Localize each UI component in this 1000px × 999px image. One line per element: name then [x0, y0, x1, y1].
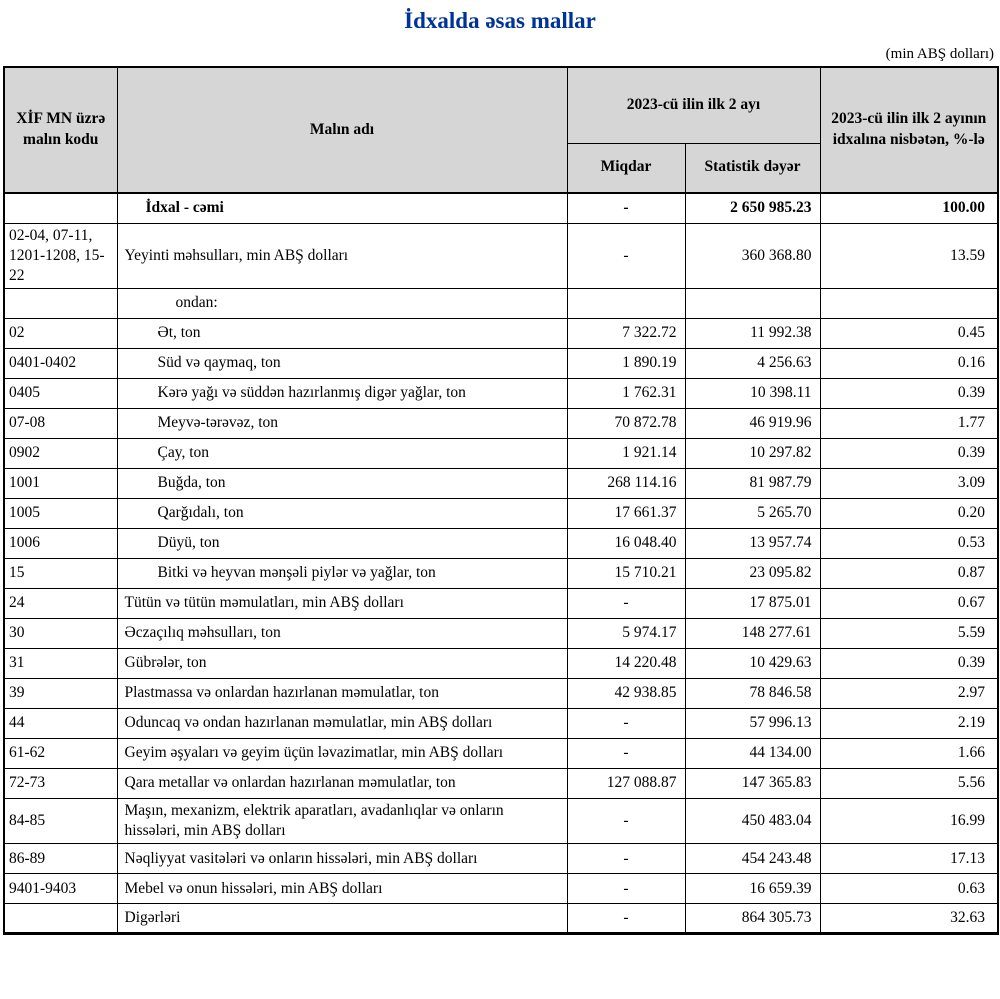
table-row — [4, 648, 998, 678]
cell-quantity: - — [567, 708, 685, 738]
cell-value: 147 365.83 — [685, 768, 820, 798]
cell-code — [4, 288, 117, 318]
cell-value: 46 919.96 — [685, 408, 820, 438]
cell-code: 44 — [4, 708, 117, 738]
cell-share: 0.87 — [820, 558, 998, 588]
cell-share: 0.16 — [820, 348, 998, 378]
cell-quantity: - — [567, 874, 685, 904]
cell-share: 5.59 — [820, 618, 998, 648]
cell-name: Qara metallar və onlardan hazırlanan məmulatlar, ton — [117, 768, 567, 798]
cell-code: 0902 — [4, 438, 117, 468]
unit-note: (min ABŞ dolları) — [885, 46, 994, 62]
table-row — [4, 408, 998, 438]
cell-name: Yeyinti məhsulları, min ABŞ dolları — [117, 223, 567, 288]
cell-code: 1005 — [4, 498, 117, 528]
cell-value: 16 659.39 — [685, 874, 820, 904]
cell-code: 1006 — [4, 528, 117, 558]
cell-code: 61-62 — [4, 738, 117, 768]
table-row — [4, 438, 998, 468]
cell-name: Bitki və heyvan mənşəli piylər və yağlar, ton — [117, 558, 567, 588]
cell-code: 84-85 — [4, 798, 117, 843]
header-period: 2023-cü ilin ilk 2 ayı — [567, 67, 820, 143]
cell-quantity: 17 661.37 — [567, 498, 685, 528]
cell-name: Əczaçılıq məhsulları, ton — [117, 618, 567, 648]
cell-value: 11 992.38 — [685, 318, 820, 348]
cell-share: 5.56 — [820, 768, 998, 798]
cell-share: 0.45 — [820, 318, 998, 348]
cell-code: 02-04, 07-11, 1201-1208, 15-22 — [4, 223, 117, 288]
cell-quantity: 14 220.48 — [567, 648, 685, 678]
cell-value: 10 398.11 — [685, 378, 820, 408]
table-row — [4, 528, 998, 558]
cell-value: 23 095.82 — [685, 558, 820, 588]
table-row — [4, 468, 998, 498]
table-row — [4, 844, 998, 874]
table-row — [4, 378, 998, 408]
cell-code: 24 — [4, 588, 117, 618]
cell-share: 13.59 — [820, 223, 998, 288]
cell-code: 31 — [4, 648, 117, 678]
header-share: 2023-cü ilin ilk 2 ayının idxalına nisbətən, %-lə — [820, 67, 998, 193]
cell-share: 100.00 — [820, 193, 998, 223]
cell-value: 4 256.63 — [685, 348, 820, 378]
cell-quantity: 5 974.17 — [567, 618, 685, 648]
cell-name: Geyim əşyaları və geyim üçün ləvazimatlar, min ABŞ dolları — [117, 738, 567, 768]
cell-quantity: 268 114.16 — [567, 468, 685, 498]
cell-share: 0.20 — [820, 498, 998, 528]
header-code: XİF MN üzrə malın kodu — [4, 67, 117, 193]
cell-code: 39 — [4, 678, 117, 708]
page-title: İdxalda əsas mallar — [404, 8, 596, 33]
imports-table — [3, 66, 999, 935]
cell-value: 10 429.63 — [685, 648, 820, 678]
table-row — [4, 798, 998, 843]
table-row — [4, 678, 998, 708]
cell-value: 17 875.01 — [685, 588, 820, 618]
cell-share: 3.09 — [820, 468, 998, 498]
cell-name: Digərləri — [117, 904, 567, 934]
cell-name: Buğda, ton — [117, 468, 567, 498]
cell-name: Qarğıdalı, ton — [117, 498, 567, 528]
cell-code: 9401-9403 — [4, 874, 117, 904]
cell-quantity: - — [567, 798, 685, 843]
cell-quantity: 16 048.40 — [567, 528, 685, 558]
cell-quantity: - — [567, 738, 685, 768]
cell-code: 0401-0402 — [4, 348, 117, 378]
table-row — [4, 708, 998, 738]
cell-quantity: - — [567, 844, 685, 874]
cell-name: Mebel və onun hissələri, min ABŞ dolları — [117, 874, 567, 904]
table-row — [4, 193, 998, 223]
cell-code — [4, 193, 117, 223]
cell-share: 0.53 — [820, 528, 998, 558]
table-row — [4, 588, 998, 618]
cell-quantity: 1 890.19 — [567, 348, 685, 378]
table-body — [4, 193, 998, 934]
cell-value: 360 368.80 — [685, 223, 820, 288]
cell-value — [685, 288, 820, 318]
cell-value: 44 134.00 — [685, 738, 820, 768]
cell-value: 81 987.79 — [685, 468, 820, 498]
cell-value: 454 243.48 — [685, 844, 820, 874]
cell-share: 0.63 — [820, 874, 998, 904]
cell-name: İdxal - cəmi — [117, 193, 567, 223]
cell-quantity — [567, 288, 685, 318]
cell-quantity: 127 088.87 — [567, 768, 685, 798]
cell-name: Tütün və tütün məmulatları, min ABŞ dolları — [117, 588, 567, 618]
cell-value: 148 277.61 — [685, 618, 820, 648]
cell-value: 57 996.13 — [685, 708, 820, 738]
cell-name: Süd və qaymaq, ton — [117, 348, 567, 378]
cell-quantity: 1 921.14 — [567, 438, 685, 468]
table-row — [4, 498, 998, 528]
cell-name: Düyü, ton — [117, 528, 567, 558]
cell-quantity: 15 710.21 — [567, 558, 685, 588]
cell-share: 2.19 — [820, 708, 998, 738]
cell-name: Maşın, mexanizm, elektrik aparatları, avadanlıqlar və onların hissələri, min ABŞ dolları — [117, 798, 567, 843]
cell-code: 86-89 — [4, 844, 117, 874]
table-row — [4, 618, 998, 648]
table-row — [4, 348, 998, 378]
table-row — [4, 904, 998, 934]
table-row — [4, 768, 998, 798]
cell-share: 0.39 — [820, 648, 998, 678]
cell-code: 72-73 — [4, 768, 117, 798]
cell-value: 864 305.73 — [685, 904, 820, 934]
cell-quantity: 7 322.72 — [567, 318, 685, 348]
cell-quantity: - — [567, 588, 685, 618]
table-row — [4, 223, 998, 288]
cell-quantity: 70 872.78 — [567, 408, 685, 438]
cell-value: 5 265.70 — [685, 498, 820, 528]
cell-quantity: - — [567, 193, 685, 223]
cell-share: 1.77 — [820, 408, 998, 438]
cell-share: 0.39 — [820, 378, 998, 408]
cell-name: Gübrələr, ton — [117, 648, 567, 678]
cell-name: Oduncaq və ondan hazırlanan məmulatlar, min ABŞ dolları — [117, 708, 567, 738]
cell-name: Nəqliyyat vasitələri və onların hissələri, min ABŞ dolları — [117, 844, 567, 874]
table-header — [4, 67, 998, 193]
cell-code: 0405 — [4, 378, 117, 408]
table-row — [4, 558, 998, 588]
cell-code: 30 — [4, 618, 117, 648]
cell-quantity: 42 938.85 — [567, 678, 685, 708]
table-row — [4, 288, 998, 318]
cell-quantity: - — [567, 904, 685, 934]
cell-code: 15 — [4, 558, 117, 588]
cell-quantity: 1 762.31 — [567, 378, 685, 408]
header-name: Malın adı — [117, 67, 567, 193]
cell-name: ondan: — [117, 288, 567, 318]
header-quantity: Miqdar — [567, 143, 685, 193]
table-row — [4, 738, 998, 768]
cell-share: 0.67 — [820, 588, 998, 618]
cell-value: 450 483.04 — [685, 798, 820, 843]
cell-code: 07-08 — [4, 408, 117, 438]
cell-share: 1.66 — [820, 738, 998, 768]
header-value: Statistik dəyər — [685, 143, 820, 193]
cell-value: 2 650 985.23 — [685, 193, 820, 223]
table-row — [4, 318, 998, 348]
cell-share: 2.97 — [820, 678, 998, 708]
cell-code: 02 — [4, 318, 117, 348]
cell-share: 0.39 — [820, 438, 998, 468]
cell-code: 1001 — [4, 468, 117, 498]
cell-value: 10 297.82 — [685, 438, 820, 468]
cell-name: Çay, ton — [117, 438, 567, 468]
cell-name: Kərə yağı və süddən hazırlanmış digər yağlar, ton — [117, 378, 567, 408]
cell-quantity: - — [567, 223, 685, 288]
header-row-group — [4, 67, 998, 143]
cell-value: 13 957.74 — [685, 528, 820, 558]
cell-share: 17.13 — [820, 844, 998, 874]
cell-name: Meyvə-tərəvəz, ton — [117, 408, 567, 438]
cell-share: 32.63 — [820, 904, 998, 934]
cell-name: Ət, ton — [117, 318, 567, 348]
cell-code — [4, 904, 117, 934]
cell-share — [820, 288, 998, 318]
cell-name: Plastmassa və onlardan hazırlanan məmulatlar, ton — [117, 678, 567, 708]
cell-share: 16.99 — [820, 798, 998, 843]
cell-value: 78 846.58 — [685, 678, 820, 708]
table-row — [4, 874, 998, 904]
